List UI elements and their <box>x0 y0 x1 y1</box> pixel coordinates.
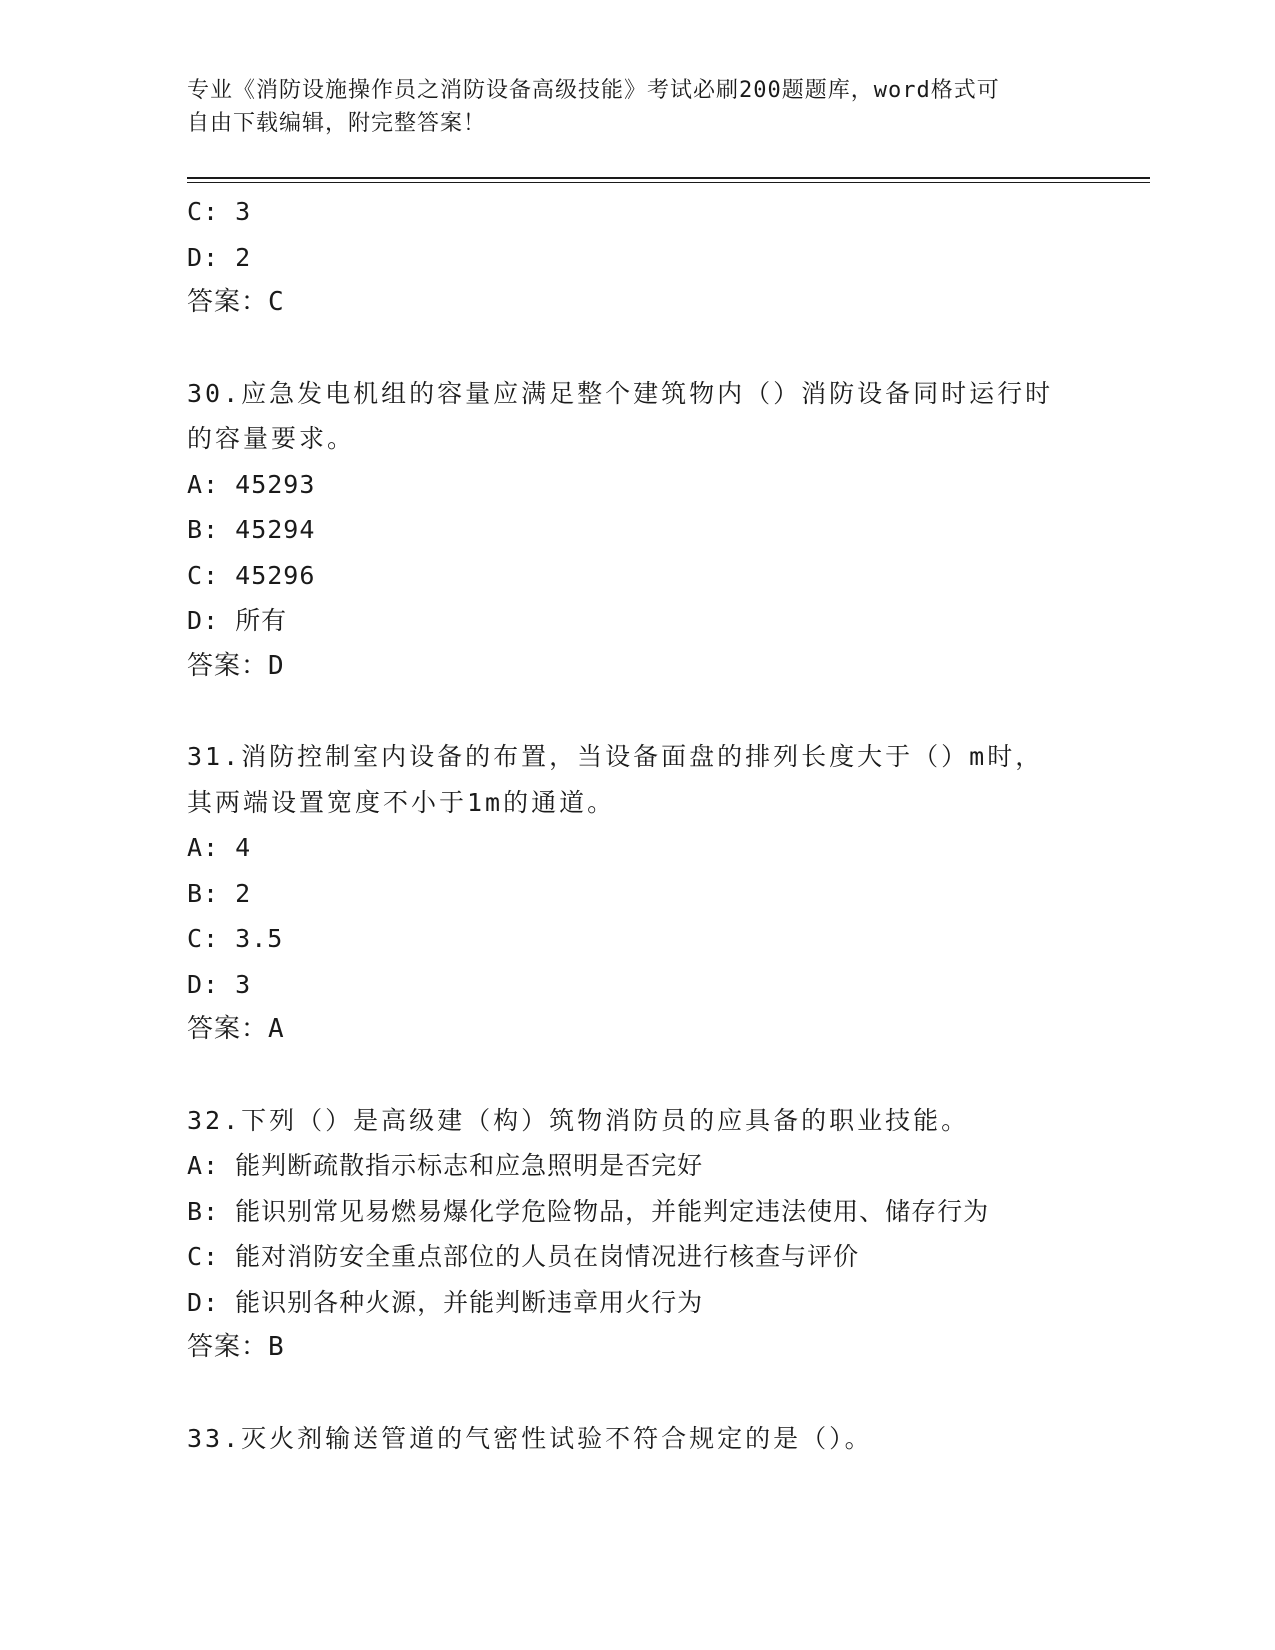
option-a: A: 能判断疏散指示标志和应急照明是否完好 <box>187 1151 704 1180</box>
question-stem: 30.应急发电机组的容量应满足整个建筑物内（）消防设备同时运行时 <box>187 378 1054 408</box>
question-32 <box>187 1098 1087 1371</box>
option-a: A: 45293 <box>187 469 316 499</box>
question-30 <box>187 371 1087 690</box>
question-stem: 33.灭火剂输送管道的气密性试验不符合规定的是（）。 <box>187 1423 873 1453</box>
question-stem: 32.下列（）是高级建（构）筑物消防员的应具备的职业技能。 <box>187 1105 970 1135</box>
header-divider-thin <box>187 182 1150 183</box>
answer-line: 答案：B <box>187 1332 285 1362</box>
carryover-question-block <box>187 189 1087 326</box>
option-d: D: 2 <box>187 242 252 272</box>
option-c: C: 3 <box>187 197 252 226</box>
answer-line: 答案：D <box>187 650 285 681</box>
question-stem: 31.消防控制室内设备的布置，当设备面盘的排列长度大于（）m时， <box>187 742 1044 771</box>
option-c: C: 3.5 <box>187 924 284 953</box>
header-divider-thick <box>187 177 1150 179</box>
question-stem-continued: 的容量要求。 <box>187 424 356 453</box>
option-a: A: 4 <box>187 833 252 862</box>
question-33 <box>187 1416 1087 1462</box>
question-31 <box>187 734 1087 1053</box>
option-b: B: 2 <box>187 878 252 908</box>
header-title-line-2: 自由下载编辑，附完整答案！ <box>187 111 487 136</box>
question-list <box>187 189 1087 1461</box>
option-c: C: 能对消防安全重点部位的人员在岗情况进行核查与评价 <box>187 1242 860 1271</box>
answer-line: 答案：C <box>187 287 285 317</box>
answer-line: 答案：A <box>187 1014 285 1044</box>
option-b: B: 45294 <box>187 515 316 544</box>
option-c: C: 45296 <box>187 560 316 590</box>
option-d: D: 能识别各种火源，并能判断违章用火行为 <box>187 1287 704 1317</box>
question-stem-continued: 其两端设置宽度不小于1m的通道。 <box>187 787 616 817</box>
document-header <box>187 74 1067 140</box>
option-d: D: 3 <box>187 969 252 999</box>
option-b: B: 能识别常见易燃易爆化学危险物品，并能判定违法使用、储存行为 <box>187 1196 990 1226</box>
header-title-line-1: 专业《消防设施操作员之消防设备高级技能》考试必刷200题题库，word格式可 <box>187 78 1000 103</box>
option-d: D: 所有 <box>187 606 288 635</box>
